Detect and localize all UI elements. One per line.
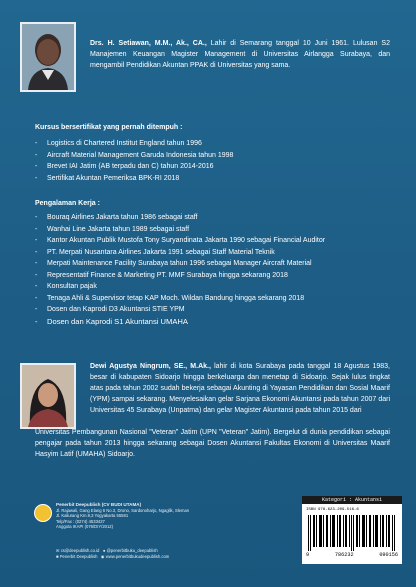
barcode-panel xyxy=(302,496,402,564)
publisher-city: Jl. Kaliurang Km.9,3 Yogyakarta 55581 xyxy=(56,513,129,519)
author2-bio-text: lahir di kota Surabaya pada tanggal 18 Agustus 1983, besar di kabupaten Sidoarjo hingga berkeluarga dan menetap di Sidoarjo. Sejak lulus tingkat atas pada tahun 2002 sudah bekerja sebagai Akunting di Yayasan Pendidikan dan Sosial Maarif (YPM) sampai sekarang. Menyelesaikan gelar Sarjana Ekonomi Akuntansi pada tahun 2007 dari Universitas 45 Surabaya (Unpatma) dan gelar Magister Akuntansi pada tahun 2015 dari xyxy=(90,363,391,414)
author1-bio-text: Lahir di Semarang tanggal 10 Juni 1961. Lulusan S2 Manajemen Keuangan Magister Management di Universitas Airlangga Surabaya, dan mengambil Pendidikan Akuntan PPAK di Universitas yang sama. xyxy=(90,40,390,69)
publisher-social xyxy=(56,548,226,559)
list-item: - Dosen dan Kaprodi S1 Akuntansi UMAHA xyxy=(35,316,188,326)
list-item: - PT. Merpati Nusantara Airlines Jakarta 1991 sebagai Staff Material Teknik xyxy=(35,248,275,256)
publisher-logo-icon xyxy=(34,504,52,522)
list-item: - Aircraft Material Management Garuda Indonesia tahun 1998 xyxy=(35,151,234,159)
list-item: - Merpati Maintenance Facility Surabaya tahun 1996 sebagai Manager Aircraft Material xyxy=(35,260,312,267)
twitter-icon: ● xyxy=(102,548,107,553)
list-item: - Kantor Akuntan Publik Mustofa Tony Suryandinata Jakarta 1990 sebagai Financial Auditor xyxy=(35,237,326,244)
author1-bio xyxy=(90,38,390,71)
publisher-twitter: @penerbitbuku_deepublish xyxy=(106,548,158,553)
list-item: - Tenaga Ahli & Supervisor tetap KAP Moch. Wildan Bandung hingga sekarang 2018 xyxy=(35,294,305,302)
barcode-digits: 9 786232 090156 xyxy=(306,552,398,558)
experience-list xyxy=(35,212,385,327)
list-item: - Brevet IAI Jatim (AB terpadu dan C) tahun 2014-2016 xyxy=(35,163,214,170)
publisher-address: Jl. Rajawali, Gang Elang 6 No.3, Drono, Sardonoharjo, Ngaglik, Sleman xyxy=(56,507,190,513)
list-item: - Sertifikat Akuntan Pemeriksa BPK-RI 2018 xyxy=(35,174,180,182)
list-item: - Bouraq Airlines Jakarta tahun 1986 sebagai staff xyxy=(35,214,198,221)
publisher-phone: Telp/Fax : (0274) 4533427 xyxy=(56,518,105,524)
publisher-name: Penerbit Deepublish (CV BUDI UTAMA) xyxy=(56,502,142,507)
author2-photo xyxy=(20,363,76,429)
author2-name: Dewi Agustya Ningrum, SE., M.Ak., xyxy=(90,363,211,370)
email-icon: ✉ xyxy=(56,548,61,553)
list-item: - Wanhai Line Jakarta tahun 1989 sebagai staff xyxy=(35,225,190,233)
certifications-list xyxy=(35,138,385,184)
publisher-info xyxy=(34,502,224,562)
publisher-ikapi: Anggota IKAPI (076/DIY/2012) xyxy=(56,524,114,530)
author2-bio xyxy=(90,361,390,416)
list-item: - Logistics di Chartered Institut England tahun 1996 xyxy=(35,140,202,147)
category-label: Kategori : Akuntansi xyxy=(302,496,402,504)
author1-photo xyxy=(20,22,76,92)
list-item: - Dosen dan Kaprodi D3 Akuntansi STIE YPM xyxy=(35,306,185,313)
isbn-text: ISBN 978-623-209-516-6 xyxy=(306,508,359,512)
certifications-title: Kursus bersertifikat yang pernah ditempuh : xyxy=(35,124,183,131)
publisher-website: www.penerbitbukudeepublish.com xyxy=(105,553,170,559)
web-icon: ◉ xyxy=(100,553,106,559)
list-item: - Konsultan pajak xyxy=(35,283,97,290)
barcode-icon xyxy=(308,515,396,551)
facebook-icon: ■ xyxy=(56,553,60,559)
experience-title: Pengalaman Kerja : xyxy=(35,200,100,207)
author1-name: Drs. H. Setiawan, M.M., Ak., CA., xyxy=(90,40,207,47)
author2-bio-continued: Universitas Pembangunan Nasional "Veteran" Jatim (UPN "Veteran" Jatim). Bergelut di dunia pendidikan sebagai pengajar pada tahun 2013 hingga sekarang sebagai Dosen Akuntansi Fakultas Ekonomi di Universitas Maarif Hasyim Latif (UMAHA) Sidoarjo. xyxy=(35,429,390,458)
publisher-email: cs@deepublish.co.id xyxy=(60,548,100,553)
publisher-facebook: Penerbit Deepublish xyxy=(59,553,98,559)
list-item: - Representatif Finance & Marketing PT. MMF Surabaya hingga sekarang 2018 xyxy=(35,271,288,279)
